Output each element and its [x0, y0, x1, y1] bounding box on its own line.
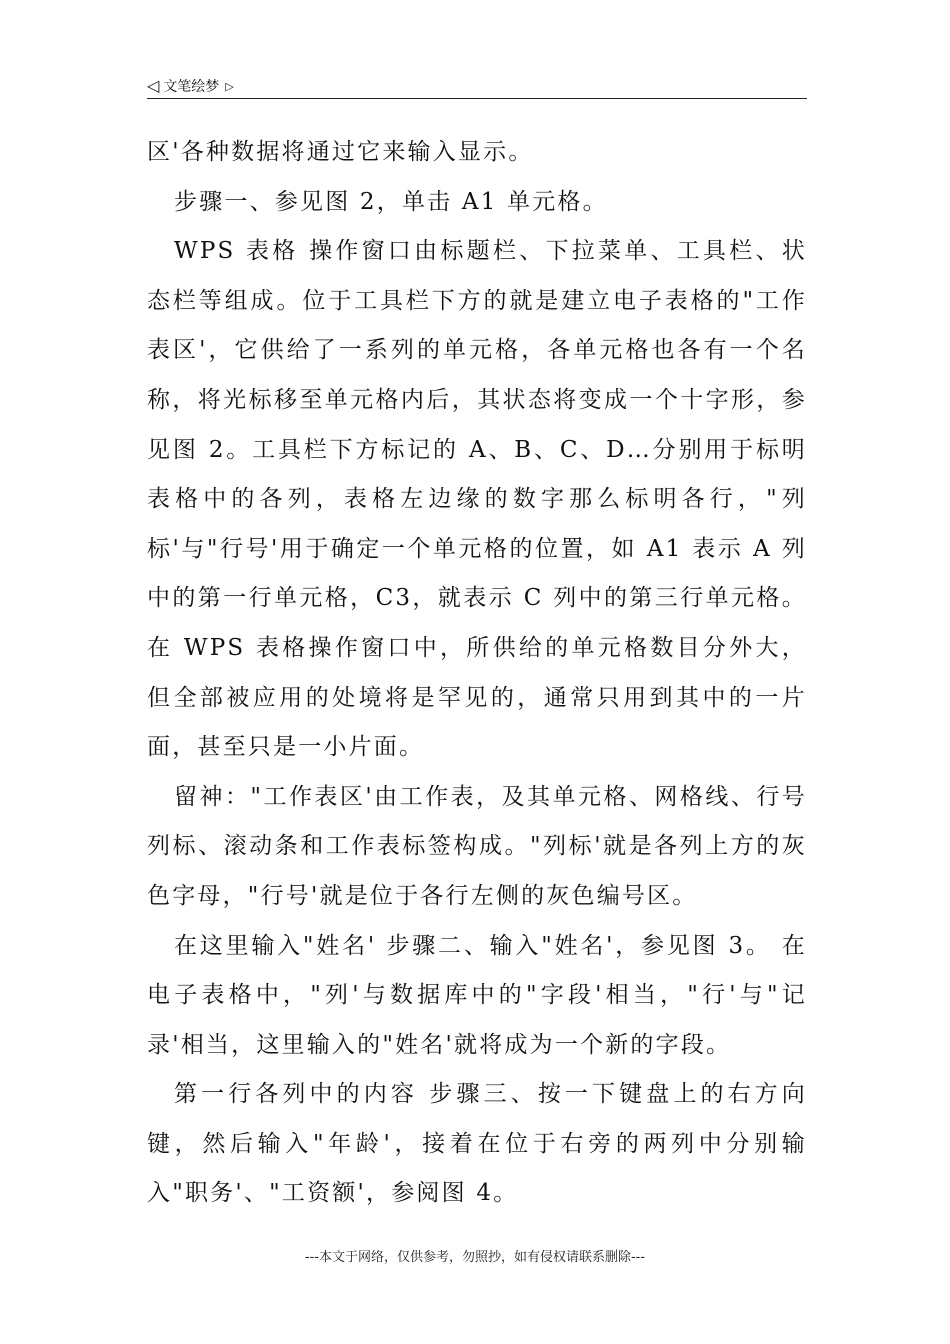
document-body [147, 128, 807, 1219]
paragraph-step-two: 在这里输入"姓名' 步骤二、输入"姓名'，参见图 3。 在电子表格中，"列'与数据库中的"字段'相当，"行'与"记录'相当，这里输入的"姓名'就将成为一个新的字段。 [147, 932, 807, 1058]
triangle-right-icon: ▷ [225, 79, 234, 93]
page-header [147, 74, 807, 98]
page-footer-disclaimer: ---本文于网络，仅供参考，勿照抄，如有侵权请联系删除--- [304, 1250, 646, 1265]
paragraph-note: 留神："工作表区'由工作表，及其单元格、网格线、行号列标、滚动条和工作表标签构成。"列标'就是各列上方的灰色字母，"行号'就是位于各行左侧的灰色编号区。 [147, 783, 807, 909]
paragraph-step-three: 第一行各列中的内容 步骤三、按一下键盘上的右方向键，然后输入"年龄'，接着在位于右旁的两列中分别输入"职务'、"工资额'，参阅图 4。 [147, 1081, 807, 1207]
paragraph-step-one: 步骤一、参见图 2，单击 A1 单元格。 [174, 188, 608, 215]
triangle-left-icon: ◁ [147, 76, 160, 95]
paragraph-wps-window: WPS 表格 操作窗口由标题栏、下拉菜单、工具栏、状态栏等组成。位于工具栏下方的就是建立电子表格的"工作表区'，它供给了一系列的单元格，各单元格也各有一个名称，将光标移至单元格内后，其状态将变成一个十字形，参见图 2。工具栏下方标记的 A、B、C、D…分别用于标明表格中的各列，表格左边缘的数字那么标明各行，"列标'与"行号'用于确定一个单元格的位置，如 A1 表示 A 列中的第一行单元格，C3，就表示 C 列中的第三行单元格。在 WPS 表格操作窗口中，所供给的单元格数目分外大，但全部被应用的处境将是罕见的，通常只用到其中的一片面，甚至只是一小片面。 [147, 238, 807, 761]
header-divider [147, 98, 807, 99]
header-title: 文笔绘梦 [163, 79, 220, 95]
paragraph-continuation: 区'各种数据将通过它来输入显示。 [147, 139, 534, 165]
